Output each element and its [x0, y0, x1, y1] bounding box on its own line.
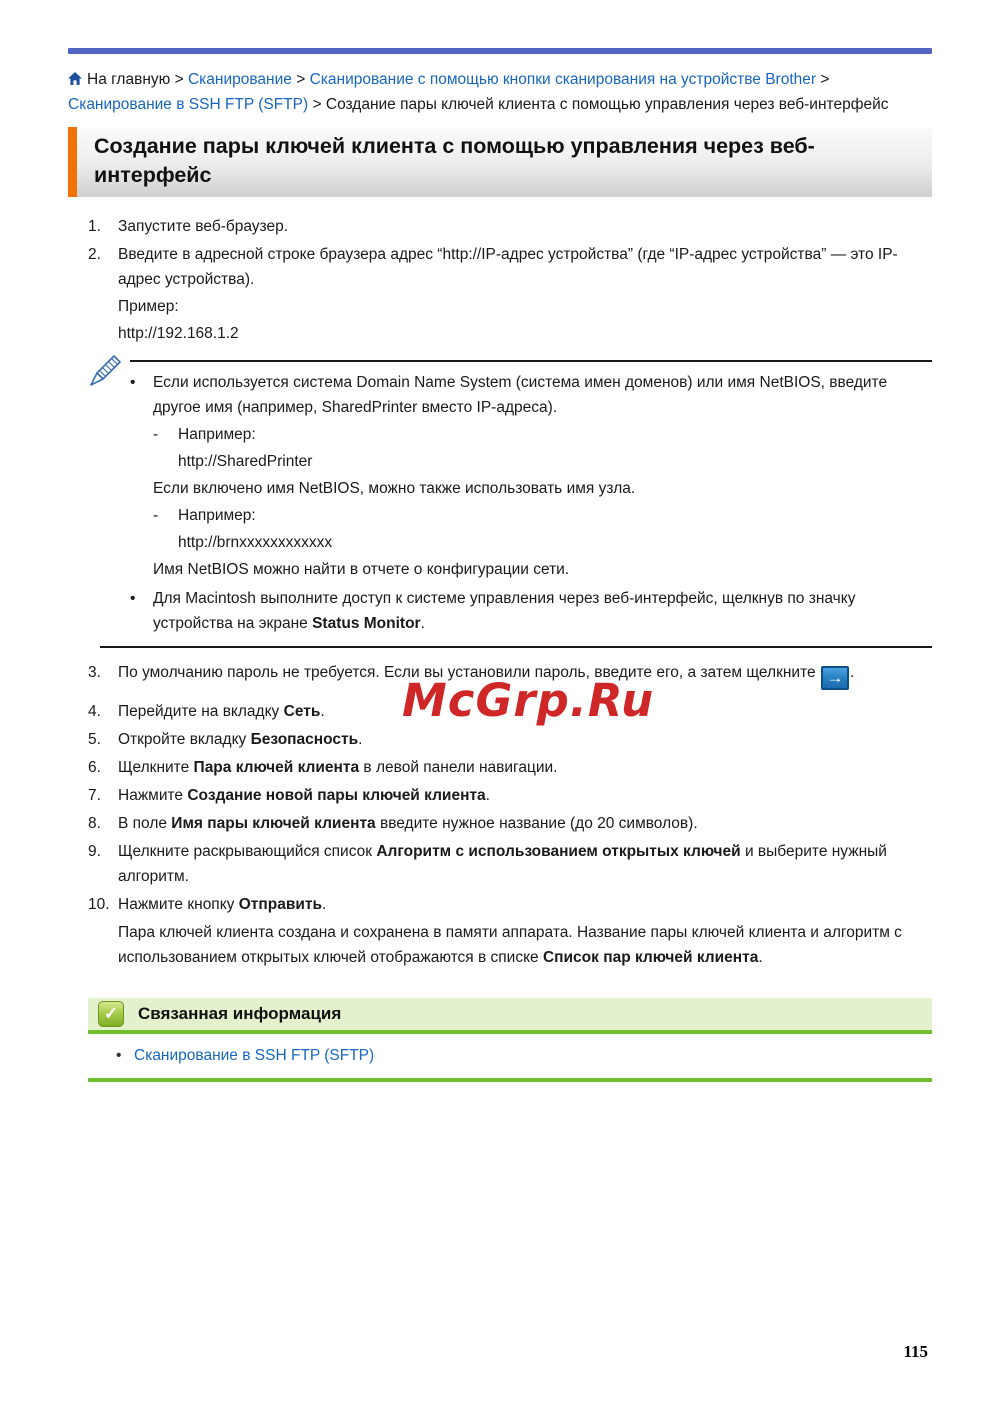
home-icon: [68, 69, 82, 93]
step-text: [118, 727, 932, 752]
step-number: 2.: [88, 246, 101, 263]
step-text-segment: в левой панели навигации.: [359, 758, 558, 776]
step-text-segment: Щелкните раскрывающийся список: [118, 842, 377, 860]
watermark: McGrp.Ru: [402, 674, 655, 727]
note-text-segment: .: [420, 615, 425, 632]
step-text-segment: .: [485, 786, 490, 804]
related-link-sftp[interactable]: Сканирование в SSH FTP (SFTP): [134, 1046, 375, 1064]
green-divider-rule: [88, 1030, 932, 1034]
step-number: 9.: [88, 842, 101, 860]
step-bold-label: Алгоритм с использованием открытых ключей: [376, 842, 741, 860]
step-bold-label: Создание новой пары ключей клиента: [187, 786, 486, 804]
note-example-label: Например:: [178, 507, 256, 524]
top-divider-rule: [68, 48, 932, 54]
breadcrumb-home-link[interactable]: На главную: [87, 71, 171, 88]
step-number: 6.: [88, 758, 101, 776]
result-text-segment: Пара ключей клиента создана и сохранена в памяти аппарата. Название пары ключей клиента и алгоритм с использованием открытых ключей отображаются в списке: [118, 923, 902, 966]
section-title-block: [68, 127, 932, 197]
note-example-label: Например:: [178, 426, 256, 443]
page-title: Создание пары ключей клиента с помощью управления через веб-интерфейс: [94, 134, 815, 187]
step-text: [118, 783, 932, 808]
step-text-segment: .: [322, 895, 327, 913]
step-number: 1.: [88, 218, 101, 235]
pencil-icon: [85, 349, 127, 396]
note-dash: -: [153, 426, 159, 443]
result-bold-label: Список пар ключей клиента: [542, 948, 759, 966]
green-divider-rule: [88, 1078, 932, 1082]
step-text: Запустите веб-браузер.: [118, 218, 289, 235]
note-text-line: Если используется система Domain Name System (система имен доменов) или имя NetBIOS, введите другое имя (например, SharedPrinter вместо IP-адреса).: [153, 374, 888, 416]
step-text-segment: .: [849, 664, 855, 681]
breadcrumb-separator: >: [820, 71, 830, 88]
step-number: 3.: [88, 664, 101, 681]
note-body: [100, 362, 932, 646]
breadcrumb-separator: >: [312, 96, 322, 113]
example-label: Пример:: [118, 298, 179, 315]
step-number: 7.: [88, 786, 101, 804]
note-sub-example: [153, 422, 930, 447]
note-example-url: http://SharedPrinter: [178, 453, 313, 470]
note-item-2: [130, 586, 930, 636]
step-number: 10.: [88, 895, 110, 913]
step-text: [118, 699, 932, 724]
step-number: 8.: [88, 814, 101, 832]
step-text: [118, 839, 932, 889]
note-text-line: Если включено имя NetBIOS, можно также использовать имя узла.: [153, 480, 636, 497]
note-bottom-rule: [100, 646, 932, 648]
related-bullet: •: [116, 1046, 122, 1064]
arrow-glyph: →: [826, 668, 844, 687]
breadcrumb-separator: >: [296, 71, 306, 88]
step-text-segment: По умолчанию пароль не требуется. Если вы установили пароль, введите его, а затем щелкните: [118, 664, 816, 681]
step-text-segment: Щелкните: [118, 758, 194, 776]
step-text-segment: Перейдите на вкладку: [118, 702, 284, 720]
example-url: http://192.168.1.2: [118, 325, 239, 342]
step-6: [88, 755, 932, 780]
step-text: [118, 242, 932, 346]
note-bullet: •: [130, 374, 136, 391]
breadcrumb-link-sftp[interactable]: Сканирование в SSH FTP (SFTP): [68, 96, 309, 113]
note-box: [100, 360, 932, 648]
step-number: 5.: [88, 730, 101, 748]
step-8: [88, 811, 932, 836]
note-item-text: [153, 370, 930, 582]
step-bold-label: Отправить: [238, 895, 322, 913]
step-text-segment: Нажмите: [118, 786, 188, 804]
note-bullet: •: [130, 590, 136, 607]
step-bold-label: Пара ключей клиента: [193, 758, 360, 776]
breadcrumb-link-scanning[interactable]: Сканирование: [187, 71, 292, 88]
step-text-segment: Нажмите кнопку: [118, 895, 239, 913]
note-example-url: http://brnxxxxxxxxxxxx: [178, 534, 333, 551]
note-sub-example: [153, 503, 930, 528]
related-information-header: [88, 998, 932, 1030]
note-dash: -: [153, 507, 159, 524]
step-10: [88, 892, 932, 917]
result-paragraph: [118, 920, 932, 970]
note-bold-label: Status Monitor: [312, 615, 421, 632]
step-text-segment: и выберите нужный алгоритм.: [118, 842, 887, 885]
step-4: [88, 699, 932, 724]
step-number: 4.: [88, 702, 101, 720]
note-text-segment: Для Macintosh выполните доступ к системе управления через веб-интерфейс, щелкнув по значку устройства на экране: [153, 590, 856, 632]
result-text-segment: .: [758, 948, 763, 966]
step-9: [88, 839, 932, 889]
breadcrumb-link-scan-button[interactable]: Сканирование с помощью кнопки сканирования на устройстве Brother: [309, 71, 817, 88]
related-information-title: Связанная информация: [138, 1003, 342, 1023]
step-text: [118, 660, 932, 690]
note-text-line: Имя NetBIOS можно найти в отчете о конфигурации сети.: [153, 561, 570, 578]
step-5: [88, 727, 932, 752]
check-glyph: ✓: [103, 1003, 119, 1023]
note-item-text: [153, 586, 930, 636]
related-information-section: [88, 998, 932, 1082]
step-bold-label: Безопасность: [250, 730, 359, 748]
instruction-steps: [68, 214, 932, 970]
step-text-segment: введите нужное название (до 20 символов).: [375, 814, 698, 832]
checkmark-icon: [98, 1001, 124, 1027]
login-arrow-icon: [821, 666, 849, 690]
step-text: [118, 811, 932, 836]
step-text-segment: .: [320, 702, 325, 720]
step-text-segment: Откройте вкладку: [118, 730, 251, 748]
step-text-segment: В поле: [118, 814, 172, 832]
related-link-row: [116, 1044, 932, 1068]
step-7: [88, 783, 932, 808]
breadcrumb-separator: >: [174, 71, 184, 88]
page-number: 115: [903, 1342, 928, 1361]
breadcrumb-current-page: Создание пары ключей клиента с помощью управления через веб-интерфейс: [325, 96, 889, 113]
step-bold-label: Сеть: [283, 702, 321, 720]
step-text-segment: .: [358, 730, 363, 748]
step-text: [118, 892, 932, 917]
step-2: [88, 242, 932, 346]
note-item-1: [130, 370, 930, 582]
step-3: [88, 660, 932, 690]
step-text-line: Введите в адресной строке браузера адрес “http://IP-адрес устройства” (где “IP-адрес устройства” — это IP-адрес устройства).: [118, 246, 898, 288]
breadcrumb: [68, 68, 932, 117]
step-1: [88, 214, 932, 239]
step-text: [118, 755, 932, 780]
step-bold-label: Имя пары ключей клиента: [171, 814, 376, 832]
